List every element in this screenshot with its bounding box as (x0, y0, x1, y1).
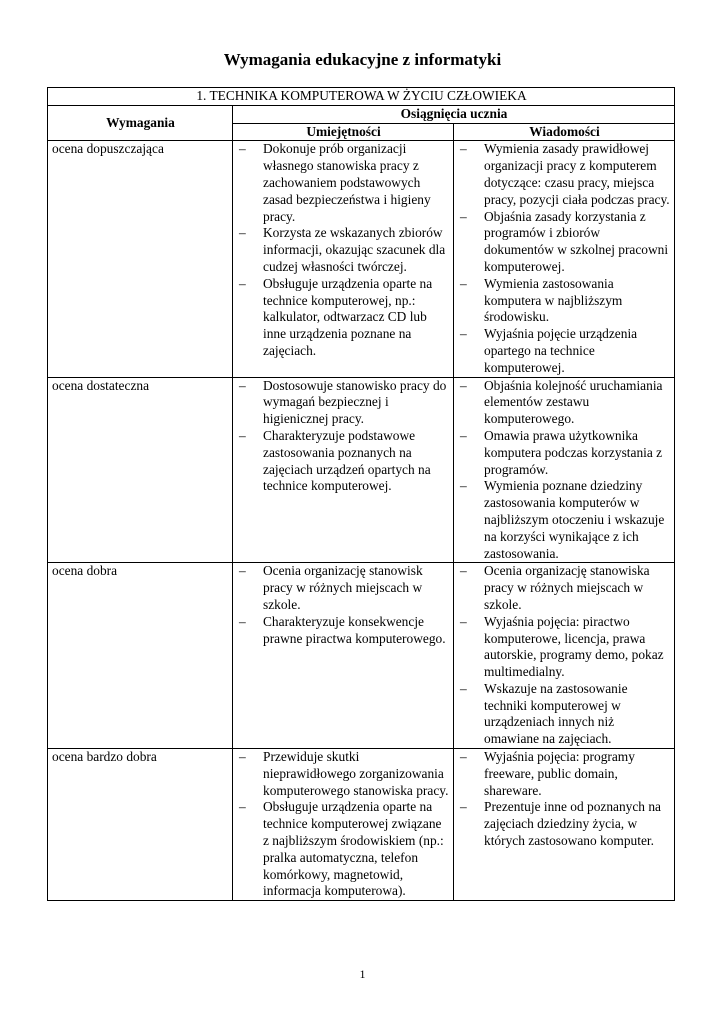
header-achievements: Osiągnięcia ucznia (233, 105, 675, 123)
header-row-1 (48, 105, 675, 123)
skills-list (237, 749, 450, 900)
list-item: – Ocenia organizację stanowisk pracy w różnych miejscach w szkole. (239, 563, 450, 613)
knowledge-cell (454, 749, 675, 901)
knowledge-list (458, 749, 671, 850)
list-item: – Wskazuje na zastosowanie techniki komputerowej w urządzeniach innych niż omawiane na zajęciach. (460, 681, 671, 748)
knowledge-cell (454, 563, 675, 749)
table-row (48, 749, 675, 901)
list-item: – Wymienia poznane dziedziny zastosowania komputerów w najbliższym otoczeniu i wskazuje na korzyści wynikające z ich zastosowania. (460, 478, 671, 562)
knowledge-list (458, 141, 671, 376)
grade-cell: ocena dopuszczająca (48, 141, 233, 377)
document-title: Wymagania edukacyjne z informatyki (223, 50, 502, 69)
list-item: – Charakteryzuje podstawowe zastosowania poznanych na zajęciach urządzeń opartych na technice komputerowej. (239, 428, 450, 495)
header-requirements: Wymagania (48, 105, 233, 141)
list-item: – Wyjaśnia pojęcia: piractwo komputerowe, licencja, prawa autorskie, programy demo, pokaz multimedialny. (460, 614, 671, 681)
skills-list (237, 141, 450, 359)
skills-cell (233, 377, 454, 563)
list-item: – Ocenia organizację stanowiska pracy w różnych miejscach w szkole. (460, 563, 671, 613)
header-knowledge: Wiadomości (454, 123, 675, 141)
list-item: – Wymienia zasady prawidłowej organizacji pracy z komputerem dotyczące: czasu pracy, miejsca pracy, pozycji ciała podczas pracy. (460, 141, 671, 208)
grade-cell: ocena dobra (48, 563, 233, 749)
list-item: – Obsługuje urządzenia oparte na technice komputerowej związane z najbliższym środowiskiem (np.: pralka automatyczna, telefon komórkowy, magnetowid, informacja komputerowa). (239, 799, 450, 900)
list-item: – Obsługuje urządzenia oparte na technice komputerowej, np.: kalkulator, odtwarzacz CD lub inne urządzenia poznane na zajęciach. (239, 276, 450, 360)
list-item: – Korzysta ze wskazanych zbiorów informacji, okazując szacunek dla cudzej własności twórczej. (239, 225, 450, 275)
skills-list (237, 378, 450, 496)
list-item: – Objaśnia zasady korzystania z programów i zbiorów dokumentów w szkolnej pracowni komputerowej. (460, 209, 671, 276)
table-row (48, 141, 675, 377)
page-number: 1 (359, 967, 366, 981)
list-item: – Dostosowuje stanowisko pracy do wymagań bezpiecznej i higienicznej pracy. (239, 378, 450, 428)
list-item: – Przewiduje skutki nieprawidłowego zorganizowania komputerowego stanowiska pracy. (239, 749, 450, 799)
list-item: – Charakteryzuje konsekwencje prawne piractwa komputerowego. (239, 614, 450, 648)
list-item: – Wyjaśnia pojęcia: programy freeware, public domain, shareware. (460, 749, 671, 799)
list-item: – Objaśnia kolejność uruchamiania elementów zestawu komputerowego. (460, 378, 671, 428)
list-item: – Prezentuje inne od poznanych na zajęciach dziedziny życia, w których zastosowano komputer. (460, 799, 671, 849)
list-item: – Wyjaśnia pojęcie urządzenia opartego na technice komputerowej. (460, 326, 671, 376)
skills-list (237, 563, 450, 647)
list-item: – Dokonuje prób organizacji własnego stanowiska pracy z zachowaniem podstawowych zasad bezpieczeństwa i higieny pracy. (239, 141, 450, 225)
grade-cell: ocena bardzo dobra (48, 749, 233, 901)
table-row (48, 377, 675, 563)
knowledge-cell (454, 377, 675, 563)
knowledge-list (458, 378, 671, 563)
skills-cell (233, 563, 454, 749)
section-row (48, 88, 675, 106)
header-skills: Umiejętności (233, 123, 454, 141)
knowledge-list (458, 563, 671, 748)
skills-cell (233, 141, 454, 377)
knowledge-cell (454, 141, 675, 377)
list-item: – Wymienia zastosowania komputera w najbliższym środowisku. (460, 276, 671, 326)
list-item: – Omawia prawa użytkownika komputera podczas korzystania z programów. (460, 428, 671, 478)
grade-cell: ocena dostateczna (48, 377, 233, 563)
requirements-table (47, 87, 675, 901)
section-title: 1. TECHNIKA KOMPUTEROWA W ŻYCIU CZŁOWIEKA (48, 88, 675, 106)
table-row (48, 563, 675, 749)
skills-cell (233, 749, 454, 901)
